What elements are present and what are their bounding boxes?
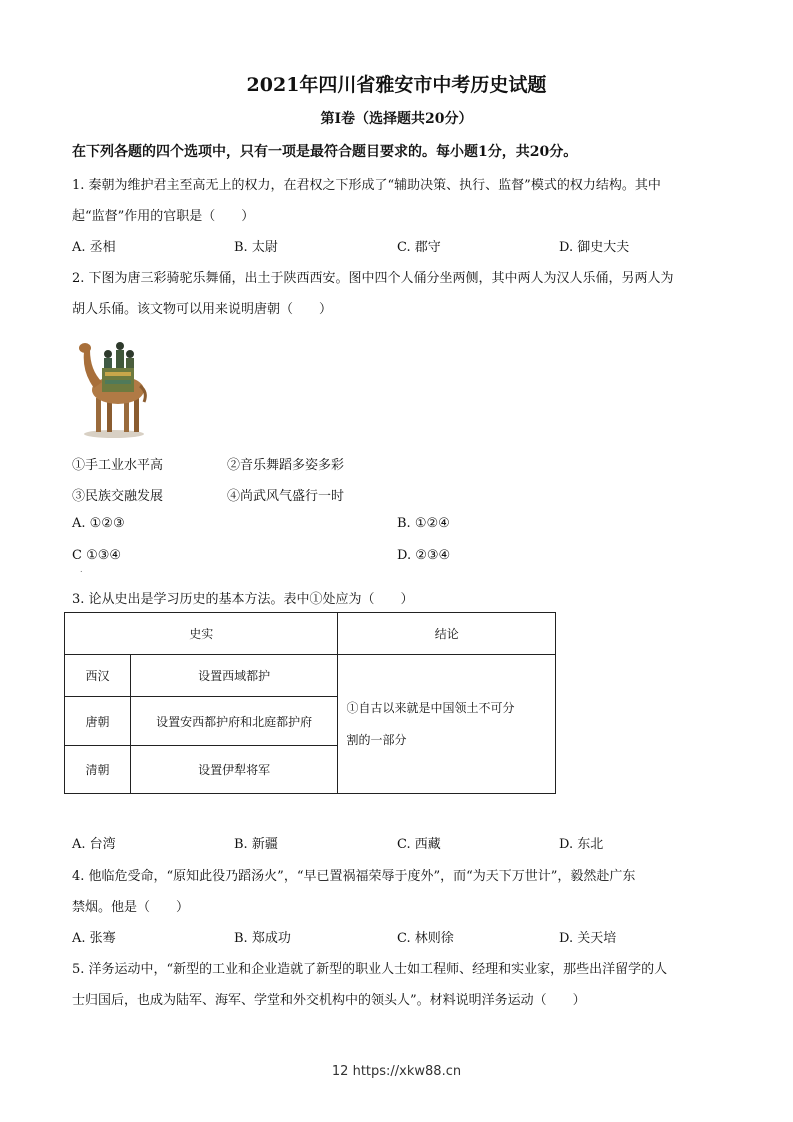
question-3-option-a: A. 台湾	[72, 837, 116, 852]
question-2-statement-2: ②音乐舞蹈多姿多彩	[227, 458, 345, 473]
tang-sancai-camel-figure-image	[74, 332, 152, 440]
question-1-option-d: D. 御史大夫	[559, 240, 630, 255]
question-1-option-b: B. 太尉	[234, 240, 278, 255]
question-1-option-a: A. 丞相	[72, 240, 116, 255]
table-cell-dynasty: 西汉	[65, 655, 131, 697]
stray-dot: .	[80, 565, 83, 574]
question-4-option-d: D. 关天培	[559, 931, 617, 946]
question-3-option-c: C. 西藏	[397, 837, 441, 852]
question-2-line-2: 胡人乐俑。该文物可以用来说明唐朝（ ）	[72, 302, 333, 317]
table-header-conclusion: 结论	[338, 613, 556, 655]
conclusion-line-2: 割的一部分	[346, 733, 407, 748]
question-4-option-a: A. 张骞	[72, 931, 116, 946]
question-4-line-1: 4. 他临危受命，“原知此役乃蹈汤火”，“早已置祸福荣辱于度外”，而“为天下万世计”，毅然赴广东	[72, 869, 636, 884]
history-facts-table	[64, 612, 556, 794]
instruction-text: 在下列各题的四个选项中，只有一项是最符合题目要求的。每小题1分，共20分。	[72, 144, 578, 160]
question-4-option-c: C. 林则徐	[397, 931, 454, 946]
table-cell-conclusion	[338, 655, 556, 794]
question-1-line-2: 起“监督”作用的官职是（ ）	[72, 209, 255, 224]
question-3-option-d: D. 东北	[559, 837, 604, 852]
question-5-line-2: 士归国后，也成为陆军、海军、学堂和外交机构中的领头人”。材料说明洋务运动（ ）	[72, 993, 586, 1008]
question-2-statement-4: ④尚武风气盛行一时	[227, 489, 345, 504]
question-2-option-a: A. ①②③	[72, 516, 125, 531]
table-cell-dynasty: 清朝	[65, 745, 131, 793]
question-1-line-1: 1. 秦朝为维护君主至高无上的权力，在君权之下形成了“辅助决策、执行、监督”模式的权力结构。其中	[72, 178, 661, 193]
table-header-row	[65, 613, 556, 655]
question-2-line-1: 2. 下图为唐三彩骑驼乐舞俑，出土于陕西西安。图中四个人俑分坐两侧，其中两人为汉人乐俑，另两人为	[72, 271, 674, 286]
table-cell-fact: 设置安西都护府和北庭都护府	[130, 697, 338, 745]
question-4-line-2: 禁烟。他是（ ）	[72, 900, 190, 915]
table-header-facts: 史实	[65, 613, 338, 655]
question-2-option-c: C ①③④	[72, 548, 122, 563]
table-cell-fact: 设置西域都护	[130, 655, 338, 697]
table-row	[65, 655, 556, 697]
question-3-line-1: 3. 论从史出是学习历史的基本方法。表中①处应为（ ）	[72, 592, 414, 607]
table-cell-dynasty: 唐朝	[65, 697, 131, 745]
page-title: 2021年四川省雅安市中考历史试题	[246, 74, 547, 96]
conclusion-line-1: ①自古以来就是中国领土不可分	[346, 701, 515, 716]
page-footer: 12 https://xkw88.cn	[331, 1064, 462, 1079]
question-5-line-1: 5. 洋务运动中，“新型的工业和企业造就了新型的职业人士如工程师、经理和实业家，那些出洋留学的人	[72, 962, 668, 977]
question-4-option-b: B. 郑成功	[234, 931, 291, 946]
question-1-option-c: C. 郡守	[397, 240, 441, 255]
question-3-option-b: B. 新疆	[234, 837, 278, 852]
table-cell-fact: 设置伊犁将军	[130, 745, 338, 793]
question-2-option-b: B. ①②④	[397, 516, 450, 531]
section-title: 第Ⅰ卷（选择题共20分）	[320, 111, 473, 127]
question-2-statement-1: ①手工业水平高	[72, 458, 164, 473]
question-2-option-d: D. ②③④	[397, 548, 451, 563]
question-2-statement-3: ③民族交融发展	[72, 489, 164, 504]
